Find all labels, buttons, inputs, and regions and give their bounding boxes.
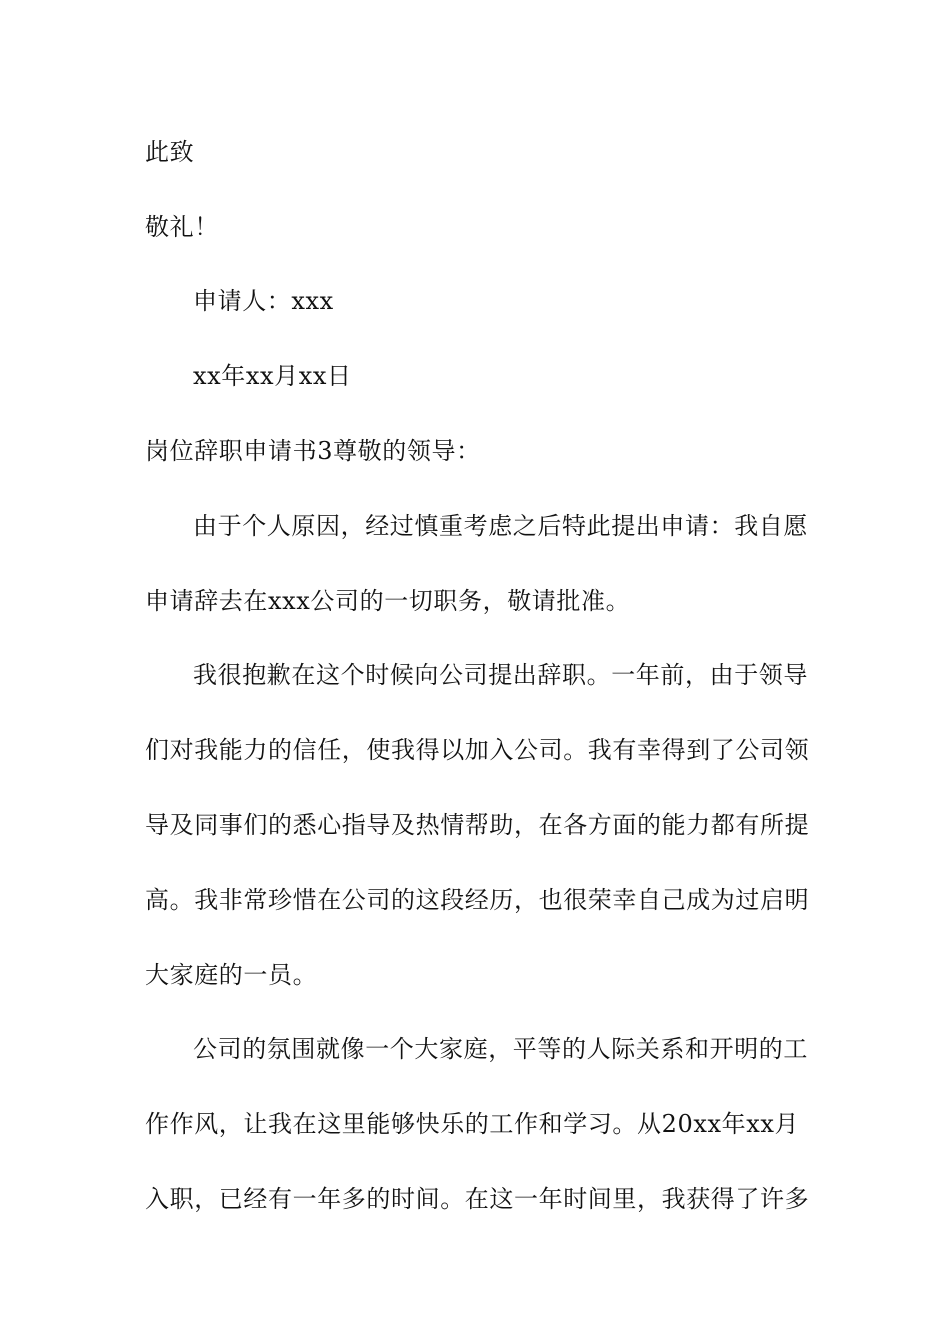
paragraph-line: 们对我能力的信任，使我得以加入公司。我有幸得到了公司领 bbox=[145, 736, 810, 764]
paragraph-line: 大家庭的一员。 bbox=[145, 961, 318, 989]
paragraph-line: 由于个人原因，经过慎重考虑之后特此提出申请：我自愿 bbox=[193, 512, 808, 540]
paragraph-line: 我很抱歉在这个时候向公司提出辞职。一年前，由于领导 bbox=[193, 661, 808, 689]
paragraph-line: 入职，已经有一年多的时间。在这一年时间里，我获得了许多 bbox=[145, 1185, 810, 1213]
signature-date: xx年xx月xx日 bbox=[193, 362, 352, 390]
paragraph-line: 高。我非常珍惜在公司的这段经历，也很荣幸自己成为过启明 bbox=[145, 886, 810, 914]
letter-heading: 岗位辞职申请书3尊敬的领导： bbox=[145, 437, 481, 465]
paragraph-line: 公司的氛围就像一个大家庭，平等的人际关系和开明的工 bbox=[193, 1035, 808, 1063]
paragraph-line: 作作风，让我在这里能够快乐的工作和学习。从20xx年xx月 bbox=[145, 1110, 800, 1138]
paragraph-line: 导及同事们的悉心指导及热情帮助，在各方面的能力都有所提 bbox=[145, 811, 810, 839]
closing-respect: 敬礼！ bbox=[145, 213, 219, 241]
applicant-signature: 申请人：xxx bbox=[193, 287, 334, 315]
closing-salutation: 此致 bbox=[145, 138, 195, 166]
paragraph-line: 申请辞去在xxx公司的一切职务，敬请批准。 bbox=[145, 587, 631, 615]
